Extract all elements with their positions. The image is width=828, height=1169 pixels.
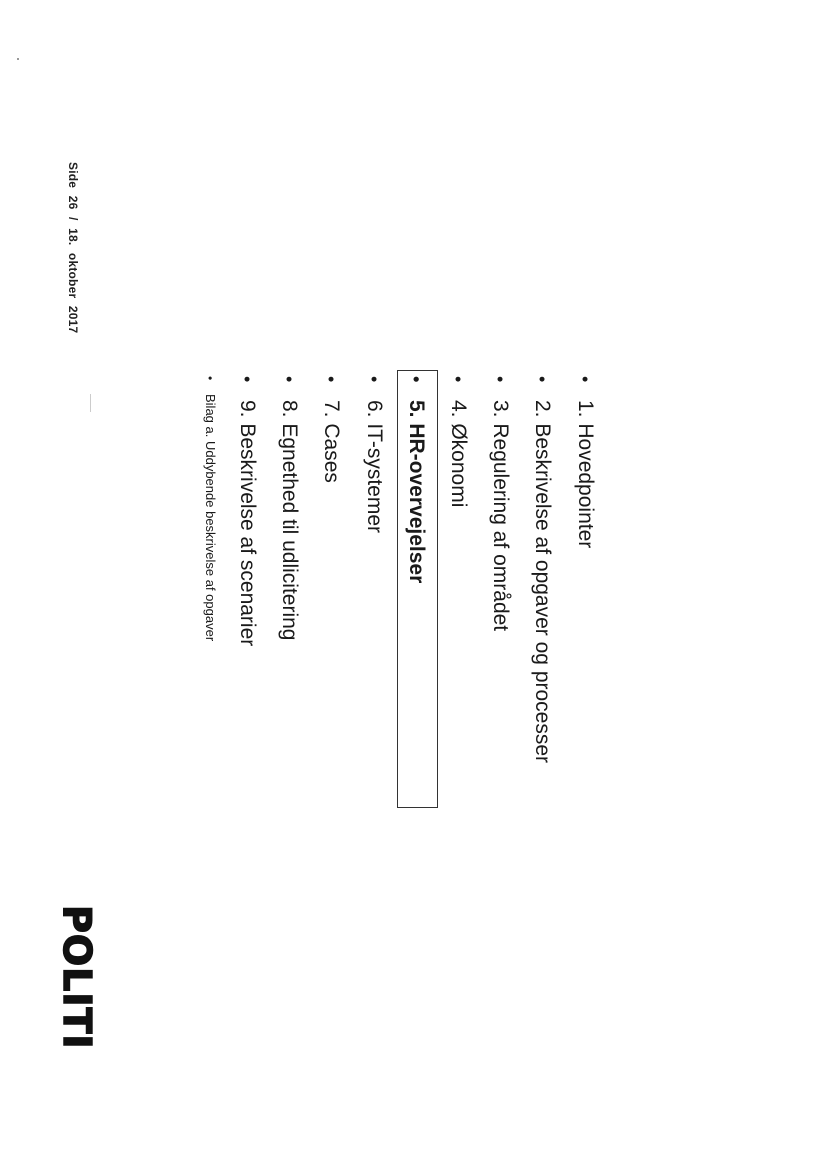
bullet-icon: •: [279, 376, 299, 383]
scan-artifact: [17, 58, 19, 60]
toc-item-label: 1. Hovedpointer: [574, 400, 597, 549]
bullet-icon: •: [364, 376, 384, 383]
page-footer: [66, 162, 80, 333]
bullet-icon: •: [406, 376, 426, 383]
toc-item-active[interactable]: [404, 376, 428, 583]
toc-item[interactable]: [319, 376, 343, 483]
toc-item-label: 4. Økonomi: [447, 400, 470, 508]
toc-item-label: Bilag a. Uddybende beskrivelse af opgaver: [203, 394, 218, 642]
page-label: Side: [66, 162, 80, 189]
toc-item-label: 6. IT-systemer: [363, 400, 386, 534]
scan-artifact: [90, 394, 91, 412]
toc-item-label: 2. Beskrivelse af opgaver og processer: [531, 400, 554, 764]
page-separator: /: [66, 217, 80, 221]
toc-item-label: 5. HR-overvejelser: [405, 400, 428, 584]
toc-item-label: 8. Egnethed til udlicitering: [278, 400, 301, 641]
politi-logo: POLITI: [55, 905, 99, 1050]
bullet-icon: •: [490, 376, 510, 383]
page-number: 26: [66, 195, 80, 210]
toc-item-label: 9. Beskrivelse af scenarier: [236, 400, 259, 647]
page-date: 18. oktober 2017: [66, 228, 80, 334]
toc-item[interactable]: [488, 376, 512, 631]
bullet-icon: •: [203, 376, 217, 381]
toc-item[interactable]: [573, 376, 597, 548]
toc-item[interactable]: [277, 376, 301, 641]
toc-item-label: 7. Cases: [320, 400, 343, 483]
toc-item[interactable]: [530, 376, 554, 763]
toc-item[interactable]: [235, 376, 259, 646]
bullet-icon: •: [237, 376, 257, 383]
toc-item-label: 3. Regulering af området: [489, 400, 512, 632]
toc-item-appendix[interactable]: [203, 376, 218, 641]
toc-item[interactable]: [446, 376, 470, 507]
bullet-icon: •: [321, 376, 341, 383]
bullet-icon: •: [575, 376, 595, 383]
bullet-icon: •: [532, 376, 552, 383]
toc-item[interactable]: [362, 376, 386, 533]
bullet-icon: •: [448, 376, 468, 383]
